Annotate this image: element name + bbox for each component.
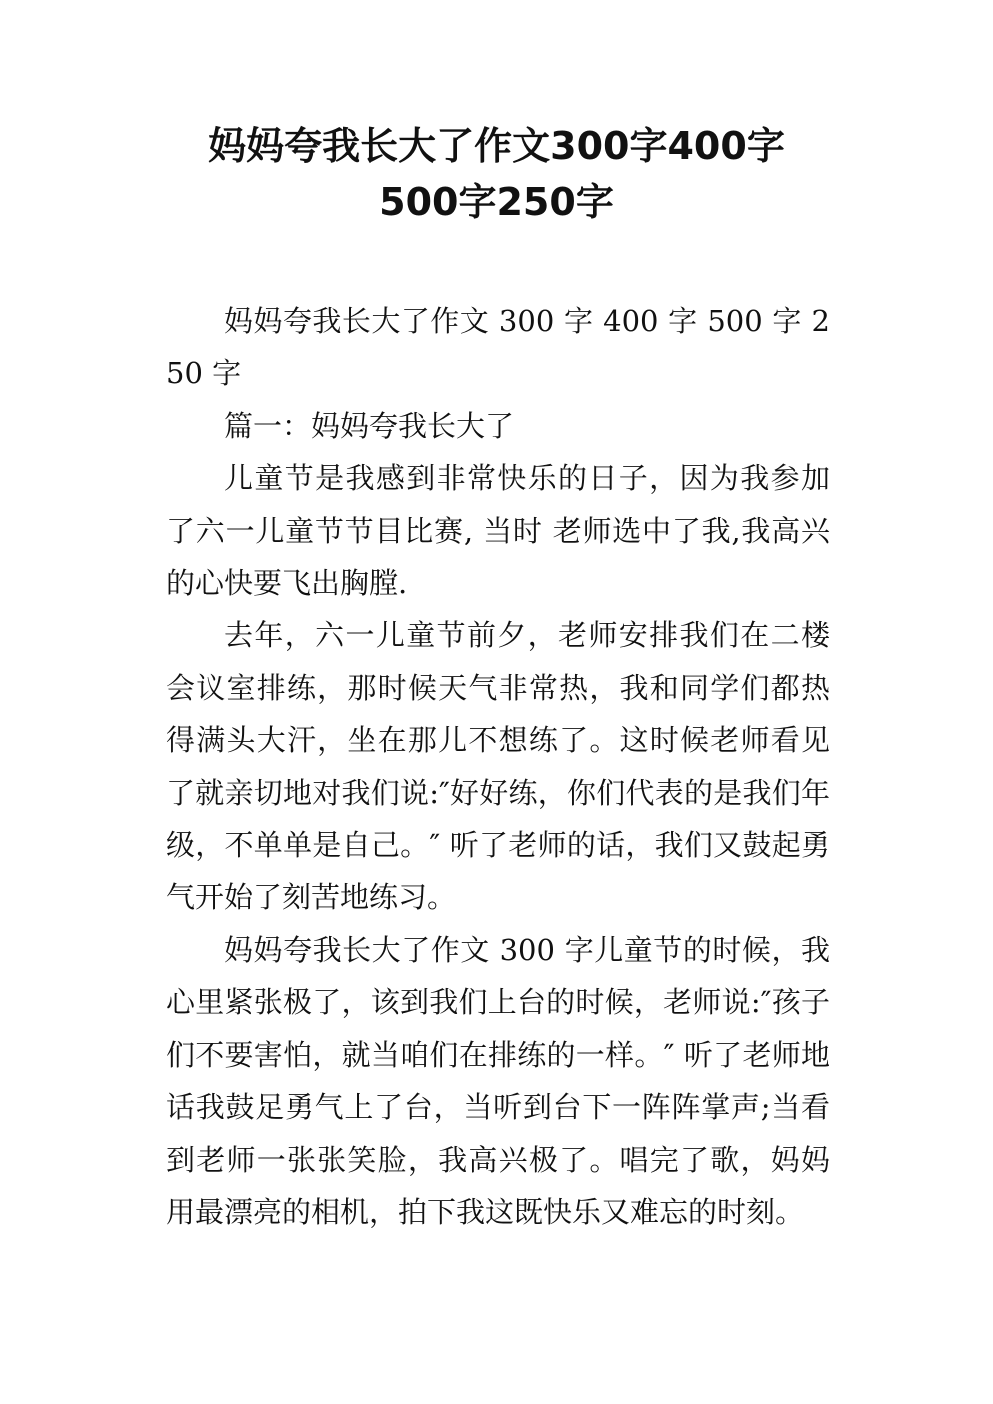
paragraph-chapter-heading: 篇一：妈妈夸我长大了 xyxy=(224,408,515,443)
document-title xyxy=(120,118,873,230)
title-line-2: 500字250字 xyxy=(379,180,614,224)
title-line-1: 妈妈夸我长大了作文300字400字 xyxy=(208,124,785,168)
paragraph-intro: 儿童节是我感到非常快乐的日子，因为我参加了六一儿童节节目比赛, 当时 老师选中了我,我高兴的心快要飞出胸膛. xyxy=(166,461,830,601)
paragraph-rehearsal: 去年，六一儿童节前夕，老师安排我们在二楼会议室排练，那时候天气非常热，我和同学们都热得满头大汗，坐在那儿不想练了。这时候老师看见了就亲切地对我们说:″好好练，你们代表的是我们年级，不单单是自己。″ 听了老师的话，我们又鼓起勇气开始了刻苦地练习。 xyxy=(166,618,830,915)
paragraph-subtitle: 妈妈夸我长大了作文 300 字 400 字 500 字 250 字 xyxy=(166,304,830,391)
document-body xyxy=(166,295,830,1238)
paragraph-performance: 妈妈夸我长大了作文 300 字儿童节的时候，我心里紧张极了，该到我们上台的时候，老师说:″孩子们不要害怕，就当咱们在排练的一样。″ 听了老师地话我鼓足勇气上了台，当听到台下一阵阵掌声;当看到老师一张张笑脸，我高兴极了。唱完了歌，妈妈用最漂亮的相机，拍下我这既快乐又难忘的时刻。 xyxy=(166,932,830,1229)
